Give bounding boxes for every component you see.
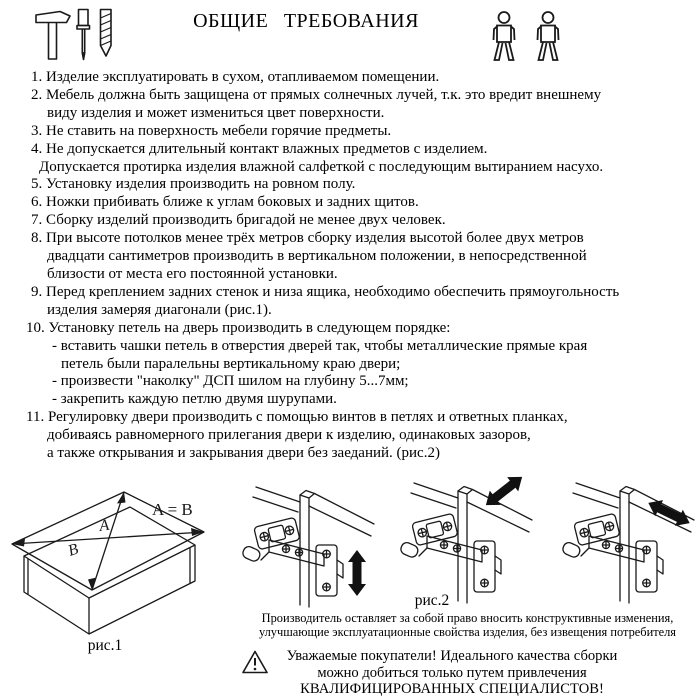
fig1-diagonal-a-label: A	[98, 516, 111, 535]
requirement-line: а также открывания и закрывания двери без заеданий. (рис.2)	[47, 445, 440, 462]
requirement-line: 10. Установку петель на дверь производить в следующем порядке:	[26, 319, 451, 336]
requirement-line: - произвести "наколку" ДСП шилом на глубину 5...7мм;	[52, 373, 409, 390]
customer-warning-line1: Уважаемые покупатели! Идеального качества сборки	[286, 648, 618, 664]
requirement-line: - вставить чашки петель в отверстия дверей так, чтобы металлические прямые края	[52, 337, 588, 354]
requirement-line: изделия замеряя диагонали (рис.1).	[47, 301, 272, 318]
requirement-line: близости от места его постоянной установки.	[47, 265, 338, 282]
fig1-box-diagonals-diagram	[4, 486, 210, 638]
requirement-line: 2. Мебель должна быть защищена от прямых солнечных лучей, т.к. это вредит внешнему	[31, 86, 602, 103]
requirement-line: 4. Не допускается длительный контакт влажных предметов с изделием.	[31, 140, 488, 157]
manufacturer-note-line1: Производитель оставляет за собой право вносить конструктивные изменения,	[261, 611, 674, 625]
hinge-diagram-horizontal-adjust	[556, 468, 696, 613]
requirement-line: Допускается протирка изделия влажной салфеткой с последующим вытиранием насухо.	[39, 158, 604, 175]
requirement-line: 1. Изделие эксплуатировать в сухом, отапливаемом помещении.	[31, 69, 440, 85]
requirement-line: 8. При высоте потолков менее трёх метров сборку изделия высотой более двух метров	[31, 230, 584, 247]
requirement-line: 11. Регулировку двери производить с помощью винтов в петлях и ответных планках,	[26, 409, 568, 426]
manufacturer-note-line2: улучшающие эксплуатационные свойства изделия, без извещения потребителя	[258, 624, 677, 639]
page-title: ОБЩИЕ ТРЕБОВАНИЯ	[193, 10, 419, 32]
two-assemblers-icon	[484, 10, 568, 64]
customer-warning-line3: КВАЛИФИЦИРОВАННЫХ СПЕЦИАЛИСТОВ!	[300, 681, 604, 698]
fig1-diagonal-b-label: B	[65, 540, 81, 560]
requirement-line: 6. Ножки прибивать ближе к углам боковых и задних щитов.	[31, 194, 419, 211]
fig2-caption: рис.2	[414, 592, 450, 609]
requirement-line: 5. Установку изделия производить на ровном полу.	[31, 176, 356, 193]
requirement-line: 7. Сборку изделий производить бригадой не менее двух человек.	[31, 212, 446, 229]
requirement-line: петель были паралельны вертикальному краю двери;	[61, 355, 401, 372]
customer-warning-line2: можно добиться только путем привлечения	[317, 664, 587, 681]
requirement-line: 9. Перед креплением задних стенок и низа ящика, необходимо обеспечить прямоугольность	[31, 283, 620, 300]
requirements-list	[0, 69, 700, 463]
manufacturer-note	[235, 612, 700, 639]
fig1-equation: A = B	[152, 500, 193, 519]
requirement-line: 3. Не ставить на поверхность мебели горячие предметы.	[31, 122, 392, 139]
requirement-line: добиваясь равномерного прилегания двери к изделию, одинаковых зазоров,	[47, 427, 531, 444]
customer-warning	[252, 648, 652, 698]
requirement-line: двадцати сантиметров производить в вертикальном положении, в непосредственной	[47, 248, 587, 265]
vertical-adjust-arrow	[348, 550, 366, 596]
hinge-diagram-vertical-adjust	[236, 472, 376, 617]
requirement-line: виду изделия и может измениться цвет поверхности.	[47, 104, 385, 121]
requirement-line: - закрепить каждую петлю двумя шурупами.	[52, 391, 337, 408]
fig1-caption: рис.1	[87, 637, 123, 654]
